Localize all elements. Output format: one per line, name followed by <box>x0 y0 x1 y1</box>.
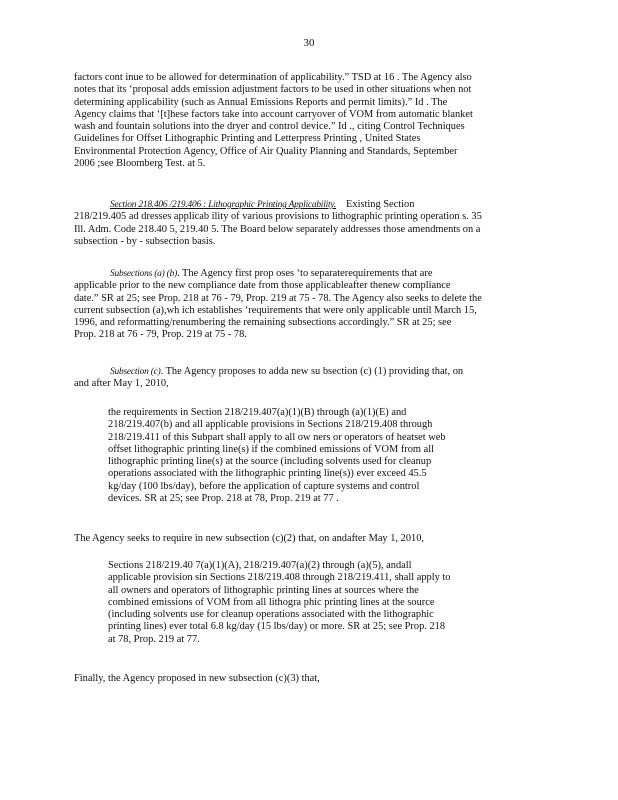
paragraph-tsd <box>74 72 542 170</box>
text-line: determining applicability (such as Annual Emissions Reports and permit limits).” Id . The <box>74 96 448 108</box>
text-line: Finally, the Agency proposed in new subsection (c)(3) that, <box>74 673 320 684</box>
paragraph-subsection-c <box>74 366 542 391</box>
paragraph-subsections-a-b <box>74 268 542 342</box>
text-line: combined emissions of VOM from all lithogra phic printing lines at the source <box>108 596 435 608</box>
text-line: Guidelines for Offset Lithographic Printing and Letterpress Printing , United States <box>74 133 421 145</box>
text-line: subsection - by - subsection basis. <box>74 235 216 247</box>
text-line: (including solvents use for cleanup operations associated with the lithographic <box>108 609 434 621</box>
text-line: Ill. Adm. Code 218.40 5, 219.40 5. The Board below separately addresses those amendments on a <box>74 223 481 235</box>
text-line: lithographic printing line(s) at the source (including solvents used for cleanup <box>108 456 432 468</box>
block-quote-c1 <box>108 407 508 505</box>
text-line: at 78, Prop. 219 at 77. <box>108 633 200 645</box>
text-line: printing lines) ever total 6.8 kg/day (15 lbs/day) or more. SR at 25; see Prop. 218 <box>108 621 446 633</box>
text-line: 218/219.407(b) and all applicable provisions in Sections 218/219.408 through <box>108 419 433 431</box>
section-heading: Subsections (a) (b) <box>110 269 178 279</box>
text-line <box>74 268 542 280</box>
text-line: Prop. 218 at 76 - 79, Prop. 219 at 75 - 78. <box>74 329 247 341</box>
text-line: . The Agency first prop oses ‘to separaterequirements that are <box>177 268 433 279</box>
text-line <box>74 199 542 211</box>
paragraph-c3-intro <box>74 673 542 685</box>
block-quote-c2 <box>108 560 508 646</box>
text-line <box>74 366 542 378</box>
text-line: wash and fountain solutions into the dryer and control device.” Id ., citing Control Techniques <box>74 121 465 133</box>
text-line: applicable provision sin Sections 218/219.408 through 218/219.411, shall apply to <box>108 572 451 584</box>
text-line: notes that its ‘proposal adds emission adjustment factors to be used in other situations when not <box>74 84 472 96</box>
text-line: all owners and operators of lithographic printing lines at sources where the <box>108 584 419 596</box>
text-line: The Agency seeks to require in new subsection (c)(2) that, on andafter May 1, 2010, <box>74 533 424 544</box>
text-line: date.” SR at 25; see Prop. 218 at 76 - 79, Prop. 219 at 75 - 78. The Agency also seeks to delete the <box>74 292 482 304</box>
text-line: operations associated with the lithographic printing line(s)) ever exceed 45.5 <box>108 468 427 480</box>
section-heading: Section 218.406 /219.406 : Lithographic Printing Applicability. <box>110 200 337 210</box>
paragraph-section-406 <box>74 199 542 248</box>
text-line: . The Agency proposes to adda new su bsection (c) (1) providing that, on <box>160 366 464 377</box>
text-line: current subsection (a),wh ich establishes ‘requirements that were only applicable until March 15, <box>74 304 477 316</box>
text-line: applicable prior to the new compliance date from those applicableafter thenew compliance <box>74 280 451 292</box>
text-line: Sections 218/219.40 7(a)(1)(A), 218/219.407(a)(2) through (a)(5), andall <box>108 560 412 571</box>
paragraph-c2-intro <box>74 533 542 545</box>
text-line: devices. SR at 25; see Prop. 218 at 78, Prop. 219 at 77 . <box>108 493 339 505</box>
text-line: the requirements in Section 218/219.407(a)(1)(B) through (a)(1)(E) and <box>108 407 407 418</box>
text-line: 218/219.405 ad dresses applicab ility of various provisions to lithographic printing operation s. 35 <box>74 211 482 223</box>
text-line: factors cont inue to be allowed for determination of applicability.” TSD at 16 . The Agency also <box>74 72 472 83</box>
page-number: 30 <box>303 37 315 49</box>
text-line: 1996, and reformatting/renumbering the remaining subsections accordingly.” SR at 25; see <box>74 317 452 329</box>
text-line: Existing Section <box>346 199 415 210</box>
text-line: offset lithographic printing line(s) if the combined emissions of VOM from all <box>108 443 435 455</box>
text-line: 2006 ;see Bloomberg Test. at 5. <box>74 158 206 170</box>
text-line: and after May 1, 2010, <box>74 378 169 390</box>
text-line: Environmental Protection Agency, Office of Air Quality Planning and Standards, September <box>74 145 458 157</box>
section-heading: Subsection (c) <box>110 367 161 377</box>
text-line: kg/day (100 lbs/day), before the application of capture systems and control <box>108 480 420 492</box>
text-line: 218/219.411 of this Subpart shall apply to all ow ners or operators of heatset web <box>108 431 446 443</box>
text-line: Agency claims that ‘[t]hese factors take into account carryover of VOM from automatic blanket <box>74 108 473 120</box>
